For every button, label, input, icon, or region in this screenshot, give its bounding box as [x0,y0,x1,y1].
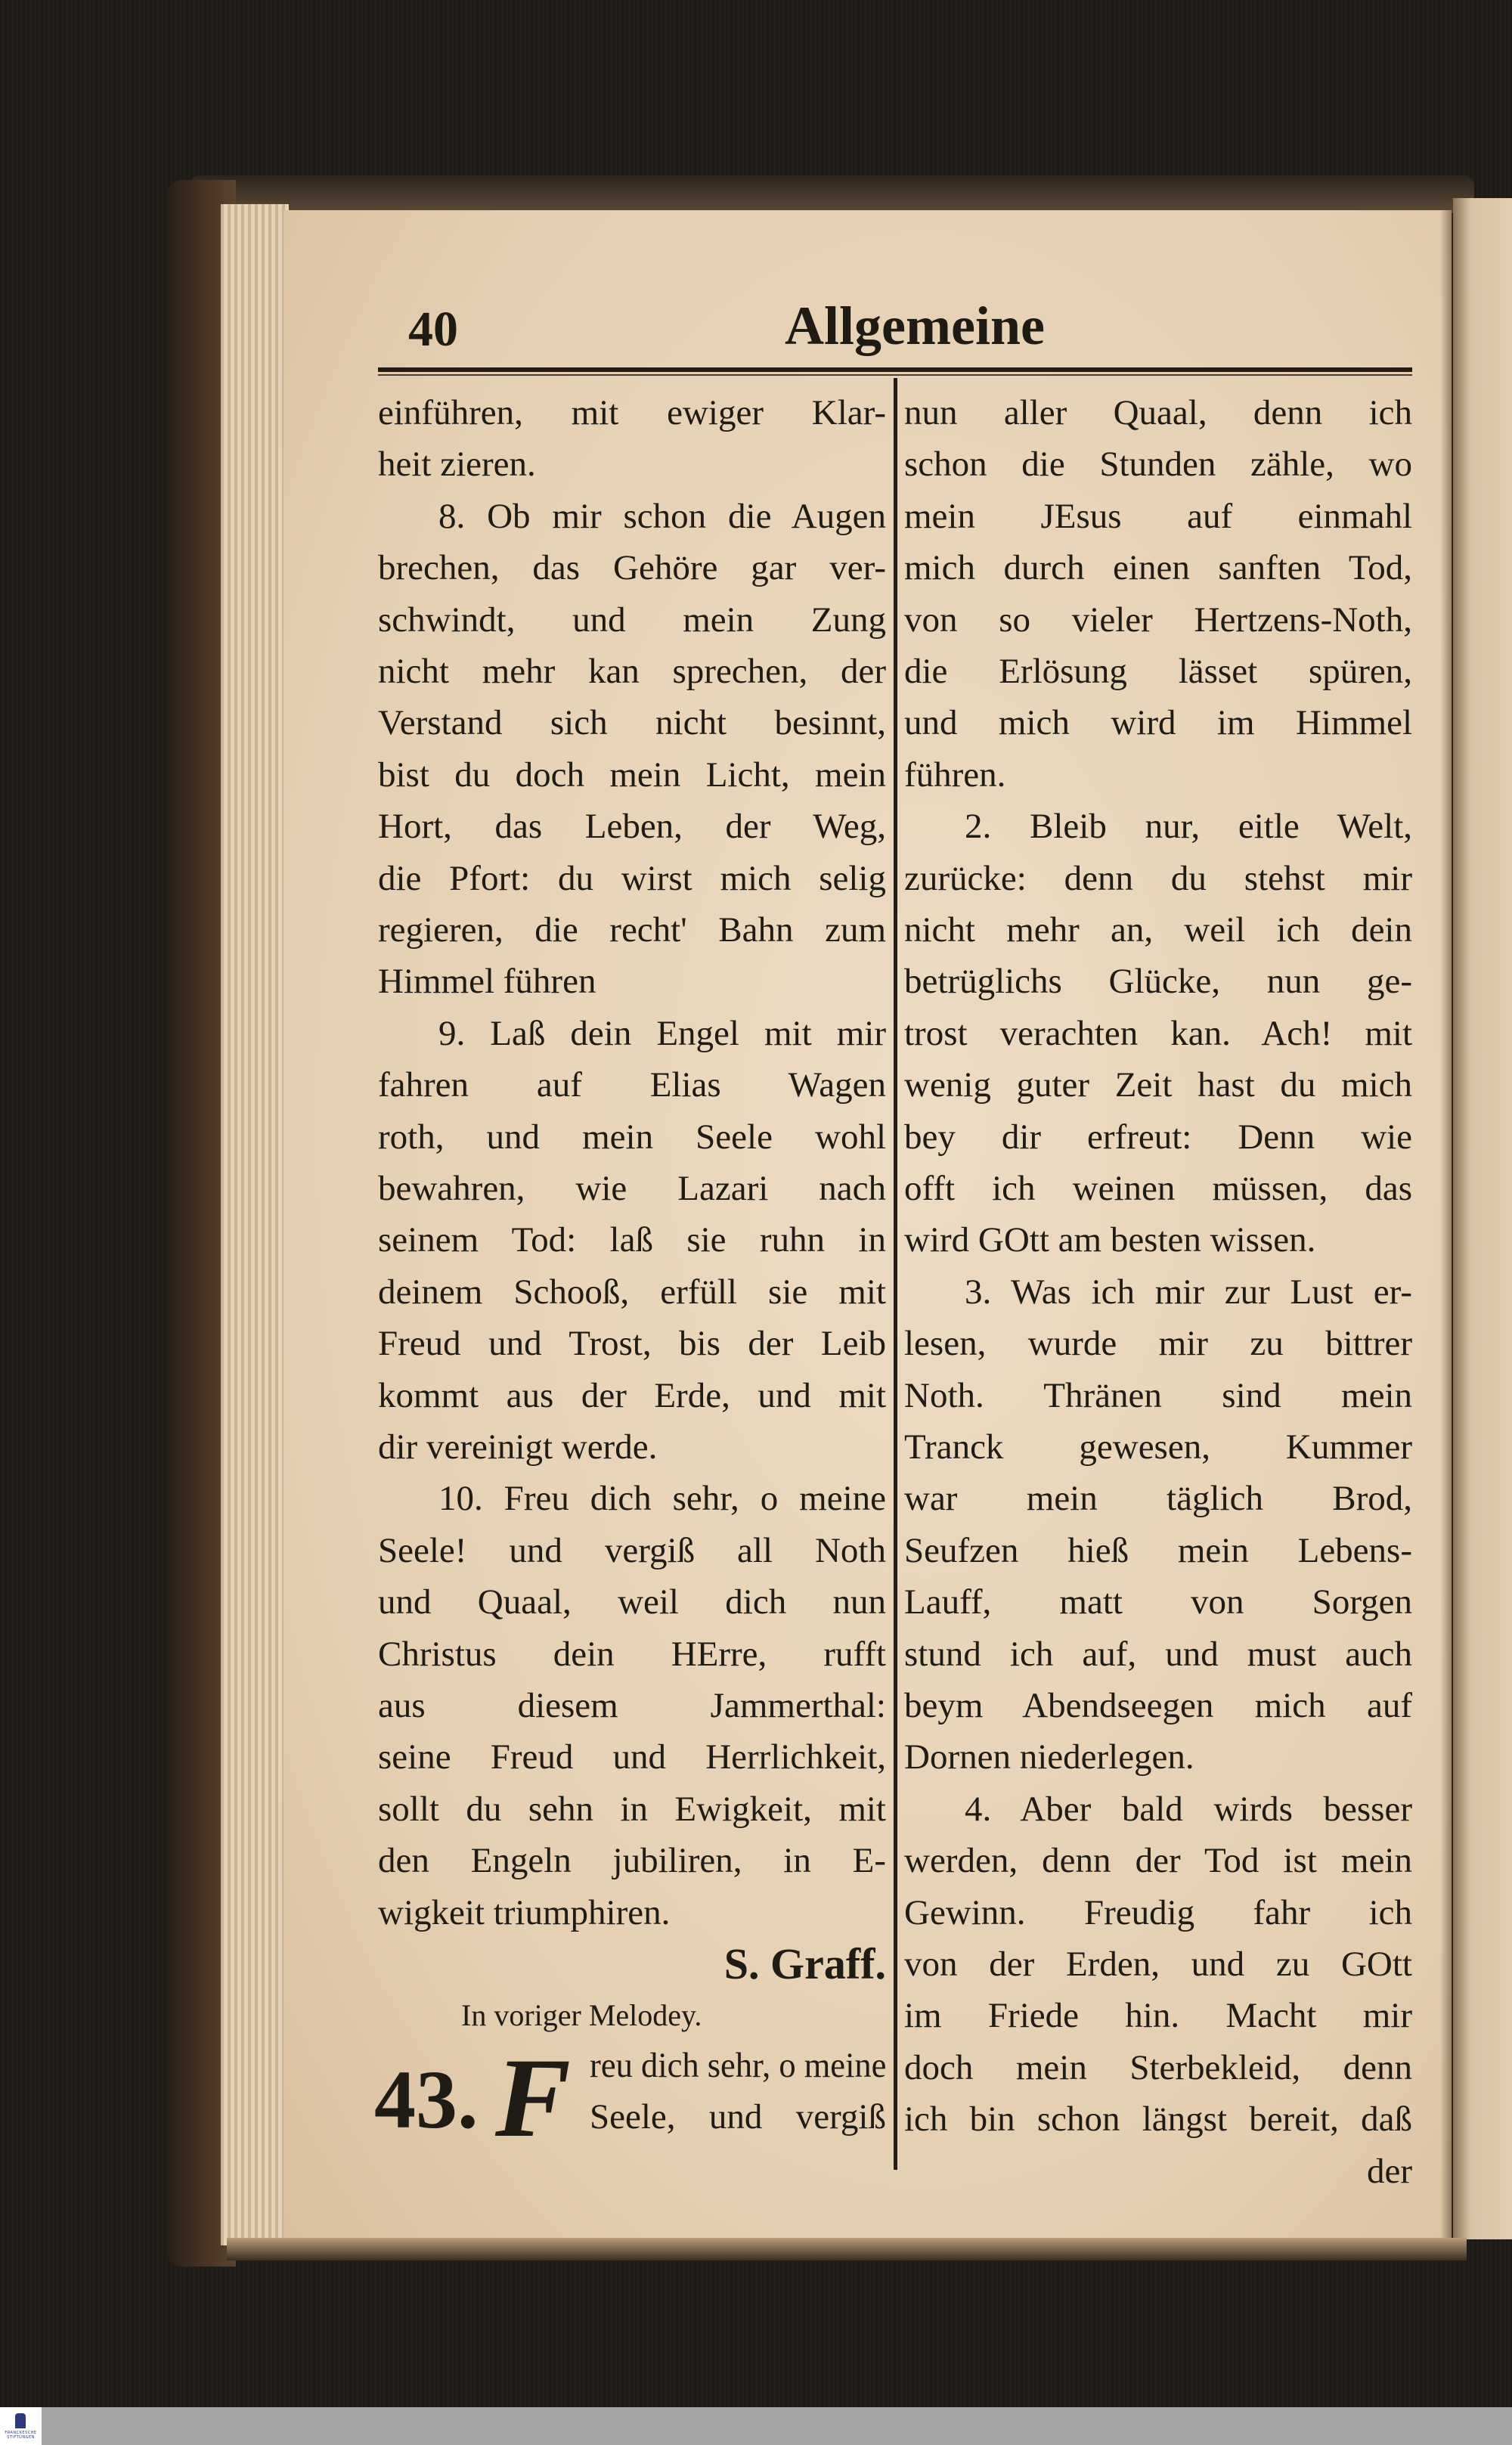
text-line: wenig guter Zeit hast du mich [904,1065,1412,1105]
text-line: betrüglichs Glücke, nun ge- [904,962,1412,1002]
text-line: Himmel führen [378,962,596,1002]
text-line: bey dir erfreut: Denn wie [904,1117,1412,1157]
column-divider [894,378,897,2170]
text-line: Seele! und vergiß all Noth [378,1530,886,1570]
text-line: offt ich weinen müssen, das [904,1169,1412,1208]
text-line: einführen, mit ewiger Klar- [378,393,886,432]
text-line: mich durch einen sanften Tod, [904,548,1412,588]
text-line: seinem Tod: laß sie ruhn in [378,1220,886,1260]
text-line: war mein täglich Brod, [904,1479,1412,1519]
page-gutter-shadow [1440,204,1452,2245]
text-line: Hort, das Leben, der Weg, [378,807,886,847]
text-line: beym Abendseegen mich auf [904,1686,1412,1725]
text-line: Gewinn. Freudig fahr ich [904,1892,1412,1932]
text-line: Freud und Trost, bis der Leib [378,1324,886,1364]
drop-cap: F [495,2035,572,2161]
text-line: seine Freud und Herrlichkeit, [378,1737,886,1777]
text-line: Lauff, matt von Sorgen [904,1582,1412,1622]
melody-note: In voriger Melodey. [461,1998,702,2033]
text-line: trost verachten kan. Ach! mit [904,1013,1412,1053]
author-signature: S. Graff. [723,1939,886,1988]
text-line: wird GOtt am besten wissen. [904,1220,1316,1260]
text-line: zurücke: denn du stehst mir [904,858,1412,898]
page-number: 40 [408,302,458,357]
text-line: sollt du sehn in Ewigkeit, mit [378,1789,886,1829]
text-line: lesen, wurde mir zu bittrer [904,1324,1412,1364]
text-line: Noth. Thränen sind mein [904,1375,1412,1415]
hymn-second-line: Seele, und vergiß [590,2097,886,2137]
book-bottom-edge [227,2238,1467,2261]
text-line: bist du doch mein Licht, mein [378,755,886,795]
text-line: und mich wird im Himmel [904,703,1412,743]
text-line: regieren, die recht' Bahn zum [378,910,886,950]
text-line: nicht mehr an, weil ich dein [904,910,1412,950]
header-rule-thin [378,374,1412,376]
text-line: nun aller Quaal, denn ich [904,393,1412,432]
facing-page-sliver [1453,198,1512,2239]
catchword: der [1366,2151,1412,2191]
text-line: 9. Laß dein Engel mit mir [438,1013,886,1053]
text-line: die Erlösung lässet spüren, [904,652,1412,691]
text-line: brechen, das Gehöre gar ver- [378,548,886,588]
text-line: Christus dein HErre, rufft [378,1634,886,1674]
running-title: Allgemeine [785,296,1045,356]
text-line: deinem Schooß, erfüll sie mit [378,1272,886,1312]
text-line: im Friede hin. Macht mir [904,1996,1412,2036]
book-top-edge [189,175,1474,213]
text-line: führen. [904,755,1006,795]
header-rule [378,367,1412,372]
text-line: nicht mehr kan sprechen, der [378,652,886,691]
text-line: schwindt, und mein Zung [378,600,886,640]
viewer-footer-bar [0,2407,1512,2445]
text-line: roth, und mein Seele wohl [378,1117,886,1157]
text-line: heit zieren. [378,445,536,485]
institution-logo[interactable] [0,2407,42,2445]
text-line: und Quaal, weil dich nun [378,1582,886,1622]
text-line: aus diesem Jammerthal: [378,1686,886,1725]
logo-text: FRANCKESCHE STIFTUNGEN [5,2431,37,2440]
text-line: den Engeln jubiliren, in E- [378,1841,886,1881]
text-line: mein JEsus auf einmahl [904,496,1412,536]
text-line: Dornen niederlegen. [904,1737,1194,1777]
text-line: schon die Stunden zähle, wo [904,445,1412,485]
text-line: bewahren, wie Lazari nach [378,1169,886,1208]
text-line: fahren auf Elias Wagen [378,1065,886,1105]
stacked-page-edges [221,204,289,2245]
text-line: Tranck gewesen, Kummer [904,1427,1412,1467]
hymn-first-line: reu dich sehr, o meine [590,2046,887,2085]
text-line: von der Erden, und zu GOtt [904,1945,1412,1984]
text-line: 10. Freu dich sehr, o meine [438,1479,886,1519]
text-line: stund ich auf, und must auch [904,1634,1412,1674]
hymn-number: 43. [374,2053,479,2146]
text-line: Verstand sich nicht besinnt, [378,703,886,743]
text-line: doch mein Sterbekleid, denn [904,2047,1412,2087]
text-line: 4. Aber bald wirds besser [965,1789,1412,1829]
text-line: die Pfort: du wirst mich selig [378,858,886,898]
text-line: Seufzen hieß mein Lebens- [904,1530,1412,1570]
text-line: ich bin schon längst bereit, daß [904,2099,1412,2140]
text-line: werden, denn der Tod ist mein [904,1841,1412,1881]
text-line: kommt aus der Erde, und mit [378,1375,886,1415]
text-line: dir vereinigt werde. [378,1427,658,1467]
logo-figure-icon [15,2413,26,2428]
text-line: von so vieler Hertzens-Noth, [904,600,1412,640]
text-line: 2. Bleib nur, eitle Welt, [965,807,1412,847]
text-line: 3. Was ich mir zur Lust er- [965,1272,1412,1312]
text-line: wigkeit triumphiren. [378,1892,671,1932]
text-line: 8. Ob mir schon die Augen [438,496,886,536]
